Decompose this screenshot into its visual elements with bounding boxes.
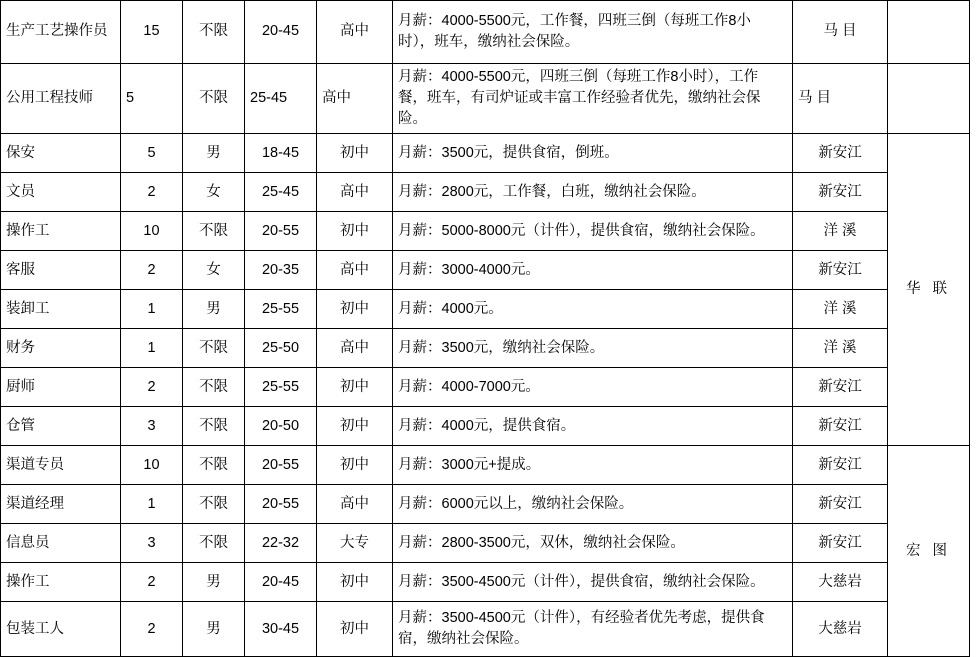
cell-gender: 不限 [183,446,245,485]
cell-age: 25-55 [245,290,317,329]
cell-education: 高中 [317,329,393,368]
cell-education: 初中 [317,290,393,329]
table-row [1,64,970,134]
cell-number: 10 [121,212,183,251]
cell-description: 月薪：4000元，提供食宿。 [393,407,793,446]
cell-location: 新安江 [793,485,888,524]
cell-post: 财务 [1,329,121,368]
cell-description: 月薪：4000-5500元，四班三倒（每班工作8小时），工作餐，班车，有司炉证或丰富工作经验者优先，缴纳社会保险。 [393,64,793,134]
cell-gender: 女 [183,251,245,290]
cell-age: 25-55 [245,368,317,407]
cell-number: 2 [121,602,183,657]
cell-description: 月薪：3000-4000元。 [393,251,793,290]
cell-location: 新安江 [793,407,888,446]
cell-education: 高中 [317,485,393,524]
cell-post: 渠道经理 [1,485,121,524]
cell-education: 初中 [317,446,393,485]
cell-description: 月薪：4000-5500元，工作餐，四班三倒（每班工作8小时），班车，缴纳社会保险。 [393,1,793,64]
cell-location: 新安江 [793,446,888,485]
cell-location: 新安江 [793,368,888,407]
table-row [1,251,970,290]
cell-location: 新安江 [793,173,888,212]
cell-education: 初中 [317,368,393,407]
cell-age: 18-45 [245,134,317,173]
cell-age: 20-55 [245,212,317,251]
cell-description: 月薪：3500-4500元（计件），提供食宿，缴纳社会保险。 [393,563,793,602]
cell-education: 高中 [317,251,393,290]
table-row [1,368,970,407]
cell-description: 月薪：3500元，提供食宿，倒班。 [393,134,793,173]
cell-gender: 不限 [183,407,245,446]
cell-number: 3 [121,407,183,446]
cell-education: 初中 [317,212,393,251]
table-row [1,1,970,64]
cell-location: 新安江 [793,251,888,290]
table-row [1,563,970,602]
cell-gender: 男 [183,563,245,602]
cell-description: 月薪：3500元，缴纳社会保险。 [393,329,793,368]
table-row [1,485,970,524]
cell-location: 洋 溪 [793,290,888,329]
cell-post: 渠道专员 [1,446,121,485]
cell-location: 大慈岩 [793,563,888,602]
cell-location: 洋 溪 [793,212,888,251]
cell-location: 新安江 [793,134,888,173]
cell-gender: 不限 [183,1,245,64]
cell-education: 初中 [317,563,393,602]
cell-education: 初中 [317,602,393,657]
cell-post: 厨师 [1,368,121,407]
cell-age: 20-45 [245,563,317,602]
cell-age: 20-55 [245,446,317,485]
cell-post: 包装工人 [1,602,121,657]
cell-post: 文员 [1,173,121,212]
cell-post: 保安 [1,134,121,173]
cell-number: 15 [121,1,183,64]
cell-education: 初中 [317,134,393,173]
cell-number: 2 [121,173,183,212]
table-row [1,329,970,368]
cell-age: 20-55 [245,485,317,524]
cell-post: 公用工程技师 [1,64,121,134]
cell-post: 信息员 [1,524,121,563]
table-row [1,602,970,657]
cell-number: 2 [121,368,183,407]
cell-post: 仓管 [1,407,121,446]
cell-education: 高中 [317,64,393,134]
cell-gender: 不限 [183,64,245,134]
cell-age: 20-50 [245,407,317,446]
cell-gender: 不限 [183,329,245,368]
cell-education: 高中 [317,173,393,212]
cell-description: 月薪：5000-8000元（计件），提供食宿，缴纳社会保险。 [393,212,793,251]
cell-location: 洋 溪 [793,329,888,368]
table-row [1,173,970,212]
cell-education: 高中 [317,1,393,64]
cell-location: 新安江 [793,524,888,563]
cell-post: 生产工艺操作员 [1,1,121,64]
cell-gender: 不限 [183,368,245,407]
cell-number: 5 [121,64,183,134]
cell-post: 装卸工 [1,290,121,329]
cell-post: 操作工 [1,563,121,602]
cell-company [888,64,970,134]
cell-age: 30-45 [245,602,317,657]
cell-post: 客服 [1,251,121,290]
cell-gender: 不限 [183,212,245,251]
table-row [1,212,970,251]
cell-company [888,1,970,64]
cell-company-merged: 宏 图 [888,446,970,657]
cell-number: 5 [121,134,183,173]
cell-age: 20-35 [245,251,317,290]
cell-description: 月薪：3000元+提成。 [393,446,793,485]
cell-location: 大慈岩 [793,602,888,657]
cell-description: 月薪：3500-4500元（计件），有经验者优先考虑，提供食宿，缴纳社会保险。 [393,602,793,657]
table-row [1,446,970,485]
cell-gender: 男 [183,290,245,329]
cell-gender: 男 [183,602,245,657]
cell-description: 月薪：4000元。 [393,290,793,329]
cell-education: 初中 [317,407,393,446]
cell-number: 10 [121,446,183,485]
table-row [1,134,970,173]
cell-number: 2 [121,251,183,290]
cell-location: 马 目 [793,64,888,134]
cell-number: 1 [121,485,183,524]
cell-post: 操作工 [1,212,121,251]
cell-description: 月薪：2800-3500元，双休，缴纳社会保险。 [393,524,793,563]
cell-description: 月薪：6000元以上，缴纳社会保险。 [393,485,793,524]
cell-description: 月薪：4000-7000元。 [393,368,793,407]
cell-age: 25-50 [245,329,317,368]
cell-number: 3 [121,524,183,563]
cell-gender: 不限 [183,485,245,524]
table-row [1,407,970,446]
cell-number: 1 [121,329,183,368]
cell-description: 月薪：2800元，工作餐，白班，缴纳社会保险。 [393,173,793,212]
cell-age: 20-45 [245,1,317,64]
cell-age: 25-45 [245,173,317,212]
cell-location: 马 目 [793,1,888,64]
cell-age: 22-32 [245,524,317,563]
table-row [1,524,970,563]
table-row [1,290,970,329]
cell-number: 1 [121,290,183,329]
cell-gender: 女 [183,173,245,212]
cell-gender: 不限 [183,524,245,563]
cell-gender: 男 [183,134,245,173]
cell-number: 2 [121,563,183,602]
cell-company-merged: 华 联 [888,134,970,446]
cell-age: 25-45 [245,64,317,134]
cell-education: 大专 [317,524,393,563]
